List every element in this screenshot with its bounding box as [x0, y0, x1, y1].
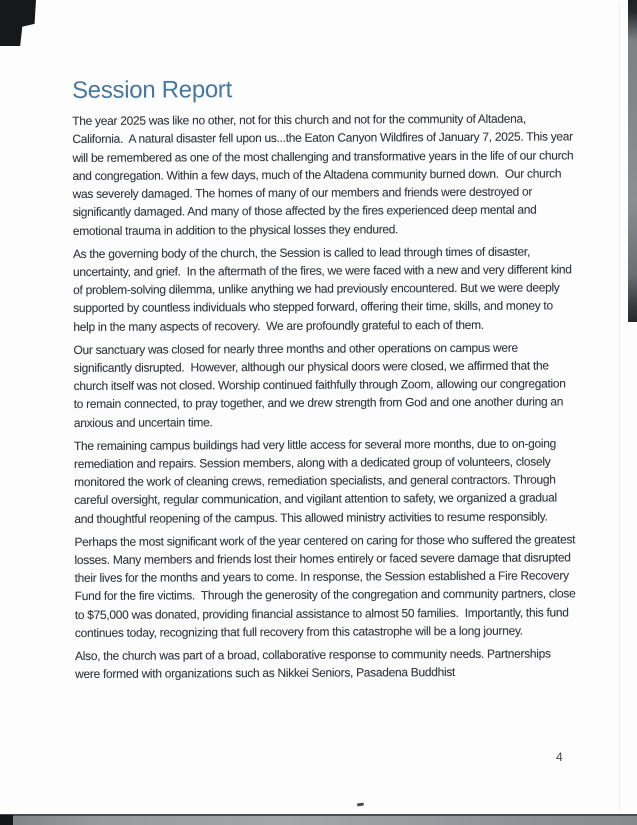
scan-artifact-bottom-edge [0, 814, 637, 825]
scan-artifact-bottom-left-corner [0, 815, 13, 825]
scan-artifact-top-left-corner [0, 0, 36, 46]
report-paragraph-3: Our sanctuary was closed for nearly three months and other operations on campus were significantly disrupted. However, although our physical doors were closed, we affirmed that the church itself was not closed. Worship continued faithfully through Zoom, allowing our congregation to remain connected, to pray together, and we drew strength from God and one another during an anxious and uncertain time. [73, 340, 569, 430]
page-number: 4 [556, 750, 563, 764]
scan-speck [357, 803, 364, 807]
page-title: Session Report [71, 76, 233, 104]
scan-artifact-right-edge [628, 0, 637, 322]
report-body [72, 75, 578, 688]
report-paragraph-6: Also, the church was part of a broad, collaborative response to community needs. Partnerships were formed with organizations such as Nikkei Seniors, Pasadena Buddhist [74, 646, 554, 682]
scan-page-edge-line [619, 4, 620, 811]
report-paragraph-5: Perhaps the most significant work of the year centered on caring for those who suffered the greatest losses. Many members and friends lost their homes entirely or faced severe damage that disrupted their lives for the months and years to come. In response, the Session established a Fire Recovery Fund for the fire victims. Through the generosity of the congregation and community partners, close to $75,000 was donated, providing financial assistance to almost 50 families. Importantly, this fund continues today, recognizing that full recovery from this catastrophe will be a long journey. [74, 531, 579, 641]
report-paragraph-1: The year 2025 was like no other, not for this church and not for the community of Altadena, California. A natural disaster fell upon us...the Eaton Canyon Wildfires of January 7, 2025. This year will be remembered as one of the most challenging and transformative years in the life of our church and congregation. Within a few days, much of the Altadena community burned down. Our church was severely damaged. The homes of many of our members and friends were destroyed or significantly damaged. And many of those affected by the fires experienced deep mental and emotional trauma in addition to the physical losses they endured. [72, 111, 577, 238]
report-paragraph-2: As the governing body of the church, the Session is called to lead through times of disaster, uncertainty, and grief. In the aftermath of the fires, we were faced with a new and very different kind of problem-solving dilemma, unlike anything we had previously encountered. But we were deeply supported by countless individuals who stepped forward, offering their time, skills, and money to help in the many aspects of recovery. We are profoundly grateful to each of them. [72, 244, 575, 334]
report-paragraph-4: The remaining campus buildings had very little access for several more months, due to on-going remediation and repairs. Session members, along with a dedicated group of volunteers, closely monitored the work of cleaning crews, remediation specialists, and general contractors. Through careful oversight, regular communication, and vigilant attention to safety, we organized a gradual and thoughtful reopening of the campus. This allowed ministry activities to resume responsibly. [73, 436, 560, 526]
